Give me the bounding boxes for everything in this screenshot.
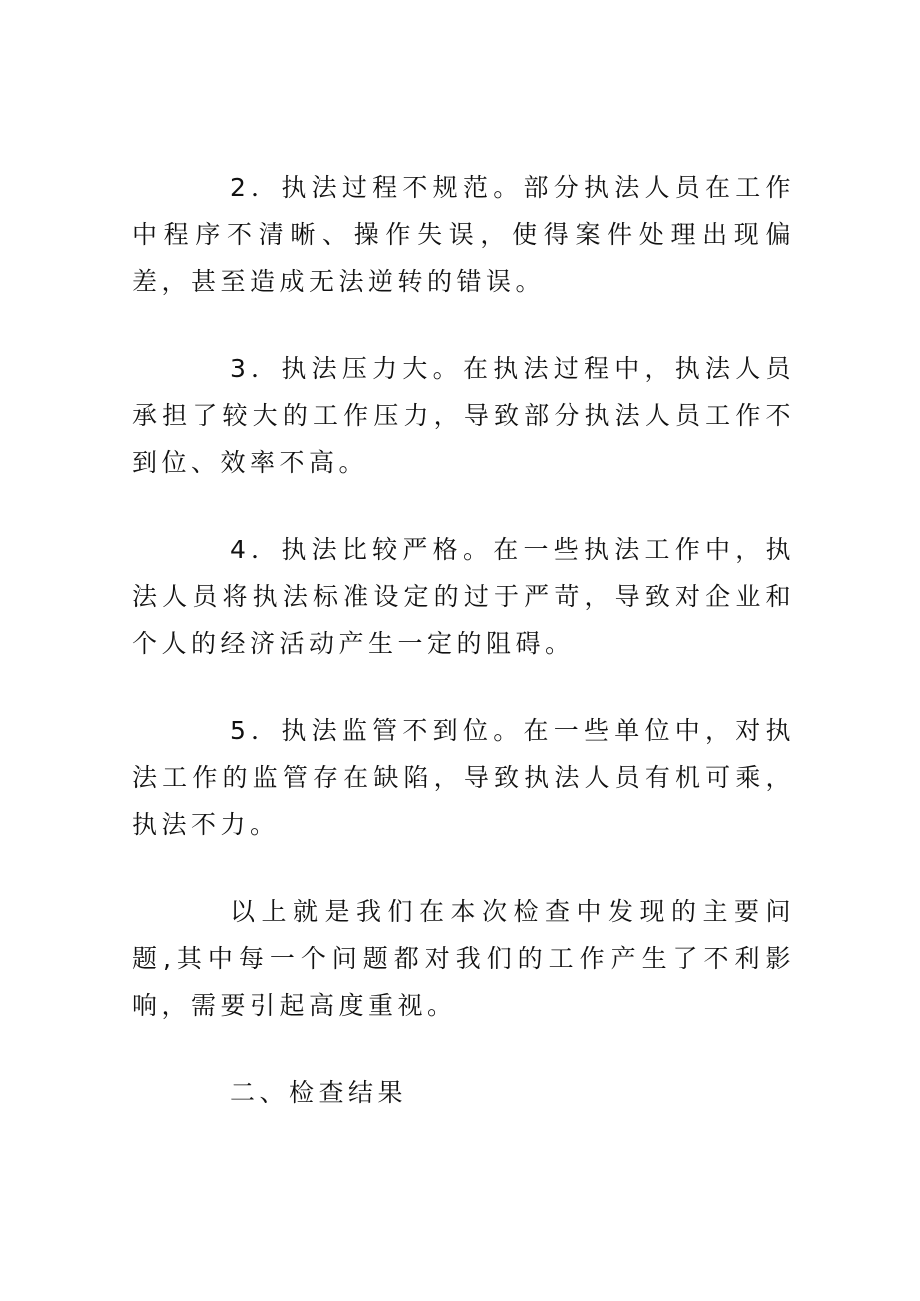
paragraph-item-2: 2．执法过程不规范。部分执法人员在工作中程序不清晰、操作失误，使得案件处理出现偏差，甚至造成无法逆转的错误。: [132, 173, 795, 296]
paragraph-item-3: 3．执法压力大。在执法过程中，执法人员承担了较大的工作压力，导致部分执法人员工作不到位、效率不高。: [132, 354, 795, 477]
paragraph-summary: 以上就是我们在本次检查中发现的主要问题,其中每一个问题都对我们的工作产生了不利影响，需要引起高度重视。: [132, 897, 795, 1020]
document-body: [132, 164, 795, 1116]
paragraph-item-5: 5．执法监管不到位。在一些单位中，对执法工作的监管存在缺陷，导致执法人员有机可乘，执法不力。: [132, 716, 795, 839]
section-heading: 二、检查结果: [230, 1078, 408, 1107]
paragraph-item-4: 4．执法比较严格。在一些执法工作中，执法人员将执法标准设定的过于严苛，导致对企业和个人的经济活动产生一定的阻碍。: [132, 535, 795, 658]
